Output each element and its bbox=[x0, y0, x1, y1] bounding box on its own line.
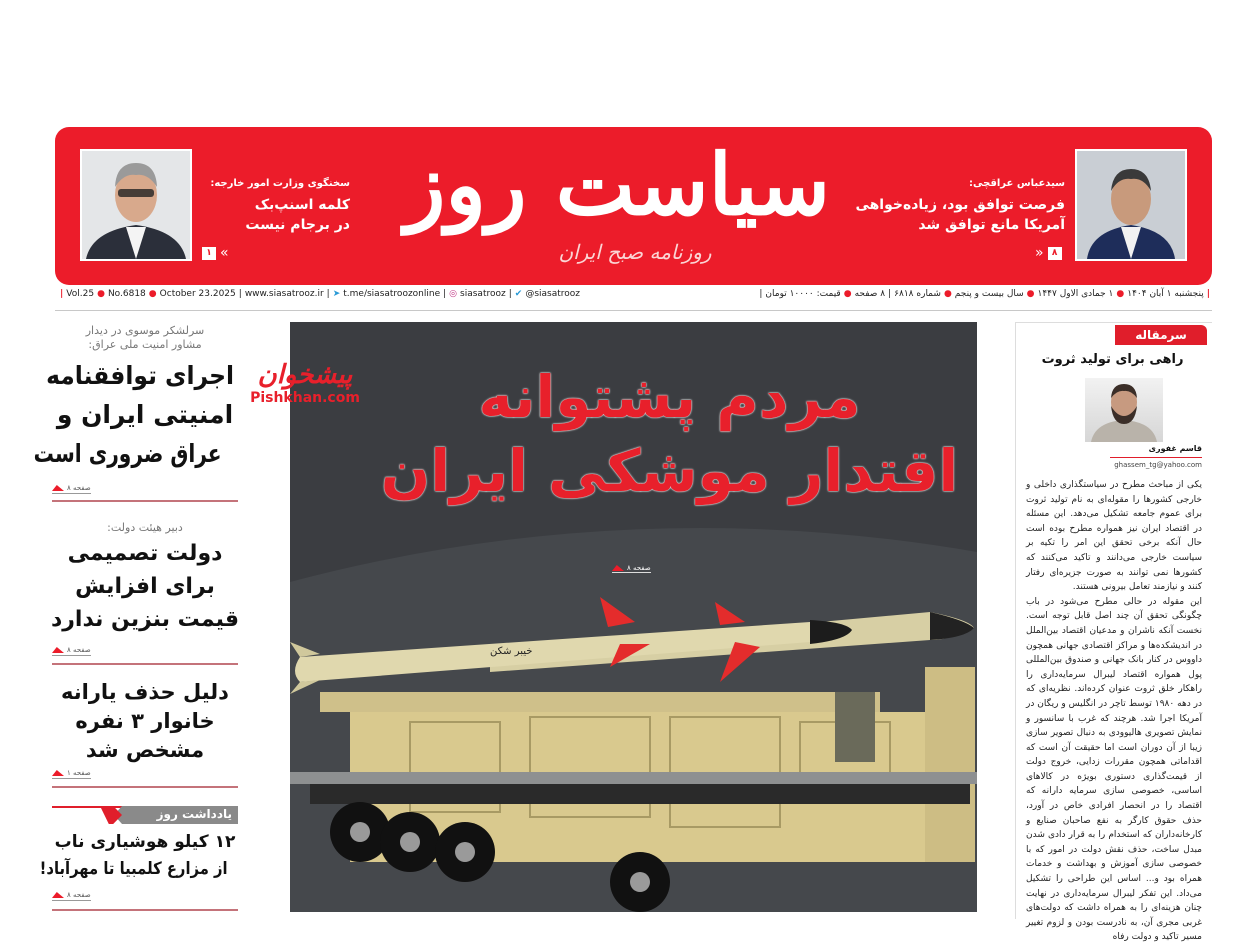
date-hijri: ۱ جمادی الاول ۱۴۴۷ bbox=[1037, 289, 1114, 299]
separator: | bbox=[326, 289, 330, 299]
section-label: یادداشت روز bbox=[156, 807, 232, 821]
page-ref[interactable] bbox=[52, 891, 91, 901]
left-teaser-kicker-text: سخنگوی وزارت امور خارجه: bbox=[210, 178, 350, 189]
page-marker-icon bbox=[52, 770, 64, 776]
page-marker-icon bbox=[52, 485, 64, 491]
twitter-icon: ✔ bbox=[514, 289, 523, 299]
separator: | bbox=[238, 289, 242, 299]
story-headline bbox=[50, 537, 240, 636]
left-teaser-headline-line: در برجام نیست bbox=[245, 217, 350, 233]
left-teaser-kicker bbox=[200, 178, 350, 189]
hero-headline[interactable] bbox=[372, 360, 967, 508]
right-teaser-kicker: سیدعباس عراقچی: bbox=[969, 178, 1065, 189]
headline-line: امنیتی ایران و bbox=[56, 400, 234, 429]
left-teaser-headline-line: کلمه اسنپ‌بک bbox=[254, 197, 350, 213]
author-name: قاسم غفوری bbox=[1148, 444, 1202, 453]
divider bbox=[52, 500, 238, 502]
story-3[interactable] bbox=[50, 678, 240, 765]
bullet: ● bbox=[148, 289, 157, 299]
section-bar-yaddasht bbox=[52, 806, 238, 824]
page-count: ۸ صفحه bbox=[854, 289, 886, 299]
right-teaser-headline[interactable] bbox=[845, 195, 1065, 235]
page-ref-label: صفحه ۸ bbox=[627, 564, 651, 572]
page-number: ۱ bbox=[202, 247, 216, 260]
headline-line: دلیل حذف یارانه bbox=[61, 680, 229, 704]
page-ref[interactable] bbox=[52, 484, 91, 494]
bullet: ● bbox=[1116, 289, 1125, 299]
separator: | bbox=[60, 289, 64, 299]
spokesman-photo bbox=[80, 149, 192, 261]
separator: | bbox=[508, 289, 512, 299]
date-bar bbox=[60, 289, 1210, 305]
separator: | bbox=[1206, 289, 1210, 299]
issue-number-fa: شماره ۶۸۱۸ bbox=[894, 289, 941, 299]
story-kicker: مشاور امنیت ملی عراق: bbox=[88, 338, 202, 351]
page-ref-label: صفحه ۸ bbox=[67, 891, 91, 899]
story-headline bbox=[50, 678, 240, 765]
bullet: ● bbox=[1026, 289, 1035, 299]
volume: Vol.25 bbox=[66, 289, 95, 299]
left-teaser-headline[interactable] bbox=[200, 195, 350, 235]
english-info bbox=[60, 289, 580, 299]
website-link[interactable]: www.siasatrooz.ir bbox=[244, 289, 324, 299]
watermark-en: Pishkhan.com bbox=[250, 390, 360, 406]
bullet: ● bbox=[97, 289, 105, 299]
headline-line: اجرای توافقنامه bbox=[46, 361, 235, 390]
right-teaser-headline-line: فرصت توافق بود، زیاده‌خواهی bbox=[855, 197, 1065, 213]
telegram-link[interactable]: t.me/siasatroozonline bbox=[343, 289, 441, 299]
headline-line: از مزارع کلمبیا تا مهرآباد! bbox=[39, 859, 228, 879]
watermark-fa: پیشخوان bbox=[257, 360, 353, 390]
price: قیمت: ۱۰۰۰۰ تومان bbox=[765, 289, 841, 299]
chevrons-right-icon: » bbox=[1035, 245, 1044, 261]
editorial-title[interactable]: راهی برای تولید ثروت bbox=[1041, 352, 1184, 367]
separator: | bbox=[888, 289, 892, 299]
page-number: ۸ bbox=[1048, 247, 1062, 260]
instagram-link[interactable]: siasatrooz bbox=[460, 289, 506, 299]
araghchi-photo bbox=[1075, 149, 1187, 261]
divider bbox=[52, 909, 238, 911]
newspaper-tagline: روزنامه صبح ایران bbox=[558, 240, 712, 264]
headline-line: خانوار ۳ نفره bbox=[75, 709, 215, 733]
left-teaser-page-ref[interactable] bbox=[202, 245, 229, 261]
author-rule bbox=[1110, 457, 1202, 458]
header-rule bbox=[55, 310, 1212, 311]
story-kicker: سرلشکر موسوی در دیدار bbox=[85, 324, 205, 337]
headline-line: قیمت بنزین ندارد bbox=[50, 607, 239, 632]
story-headline bbox=[33, 356, 240, 473]
pishkhan-watermark bbox=[245, 360, 365, 406]
author-photo bbox=[1085, 378, 1163, 442]
author-email[interactable]: ghassem_tg@yahoo.com bbox=[1114, 461, 1202, 469]
editorial-body bbox=[1026, 478, 1203, 943]
chevrons-left-icon: « bbox=[220, 245, 229, 261]
story-1[interactable] bbox=[33, 324, 240, 473]
issue-number-en: No.6818 bbox=[107, 289, 146, 299]
page-ref-label: صفحه ۸ bbox=[67, 646, 91, 654]
date-en: October 23.2025 bbox=[159, 289, 236, 299]
page-marker-icon bbox=[52, 647, 64, 653]
editorial-section-tab: سرمقاله bbox=[1115, 325, 1207, 345]
bullet: ● bbox=[943, 289, 952, 299]
right-teaser-page-ref[interactable] bbox=[1035, 245, 1062, 261]
telegram-icon: ➤ bbox=[332, 289, 341, 299]
year: سال بیست و پنجم bbox=[954, 289, 1024, 299]
story-4[interactable] bbox=[39, 829, 240, 883]
story-2[interactable] bbox=[50, 521, 240, 636]
editorial-paragraph: یکی از مباحث مطرح در سیاستگذاری داخلی و خارجی کشورها را مقوله‌ای به نام تولید ثروت برای عموم جامعه تشکیل می‌دهد. این مسئله در اقتصاد ایران نیز همواره مطرح بوده است حال آنکه برخی تحقق این امر را تکیه بر سیاست خارجی می‌دانند و تاکید می‌کنند که کشورها نمی توانند به صورت جزیره‌ای رفتار کنند و نیازمند تعامل بیرونی هستند. bbox=[1026, 480, 1202, 593]
page-ref[interactable] bbox=[52, 769, 91, 779]
separator: | bbox=[443, 289, 447, 299]
page-ref-label: صفحه ۸ bbox=[67, 484, 91, 492]
story-kicker: دبیر هیئت دولت: bbox=[107, 521, 183, 534]
bullet: ● bbox=[843, 289, 852, 299]
headline-line: ۱۲ کیلو هوشیاری ناب bbox=[54, 832, 236, 852]
page-ref[interactable] bbox=[52, 646, 91, 656]
headline-line: برای افزایش bbox=[75, 574, 215, 599]
instagram-icon: ◎ bbox=[449, 289, 458, 299]
hero-headline-line: اقتدار موشکی ایران bbox=[380, 437, 959, 505]
headline-line: مشخص شد bbox=[85, 738, 205, 762]
hero-headline-line: مردم پشتوانه bbox=[478, 363, 861, 431]
section-accent-arrow bbox=[100, 806, 122, 824]
separator: | bbox=[759, 289, 763, 299]
page-marker-icon bbox=[612, 565, 624, 571]
twitter-link[interactable]: @siasatrooz bbox=[525, 289, 580, 299]
date-fa: پنجشنبه ۱ آبان ۱۴۰۴ bbox=[1127, 289, 1204, 299]
person-photo-icon bbox=[82, 151, 190, 259]
hero-page-ref[interactable] bbox=[612, 564, 651, 573]
persian-info bbox=[759, 289, 1210, 299]
headline-line: دولت تصمیمی bbox=[67, 541, 223, 566]
page-ref-label: صفحه ۱ bbox=[67, 769, 91, 777]
page-marker-icon bbox=[52, 892, 64, 898]
editorial-paragraph: این مقوله در حالی مطرح می‌شود در باب چگونگی تحقق آن چند اصل قابل توجه است. نخست آنکه ناشران و مدعیان اقتصاد بین‌الملل در اندیشکده‌ها و مراکز اقتصادی جهانی همچون داووس در کنار بانک جهانی و صندوق بین‌المللی پول همواره اقتصاد لیبرال سرمایه‌داری را راهکار خلق ثروت عنوان کرده‌اند. نظریه‌ای که در دهه ۱۹۸۰ توسط تاچر در انگلیس و ریگان در آمریکا اجرا شد. هرچند که غرب با سانسور و نمایش تصویری هالیوودی به دنبال تصویر سازی زیبا از آن دوران است اما حقیقت آن است که اقداماتی همچون مقررات زدایی، خروج دولت از قیمت‌گذاری دستوری بویژه در کالاهای اساسی، خصوصی سازی سرمایه دارانه که اقتصاد را در انحصار افرادی خاص در آورد، حذف حقوق کارگر به نفع صاحبان صنایع و کارخانه‌داران که استخدام را به قرار دادی شدن مبدل ساخت، حذف نقش دولت در امور که با خصوصی سازی آموزش و بهداشت و خدمات همراه بود و... اساس این طراحی را تشکیل می‌داد. این تفکر لیبرال سرمایه‌داری در نهایت چنان هزینه‌ای را به همراه داشت که دولت‌های غربی مجری آن، به نادرست بودن و لزوم تغییر مسیر تاکید و دولت رفاه bbox=[1026, 596, 1203, 943]
story-headline bbox=[39, 829, 240, 883]
newspaper-logo: سیاست روز bbox=[404, 135, 830, 234]
person-photo-icon bbox=[1077, 151, 1185, 259]
headline-line: عراق ضروری است bbox=[33, 439, 222, 468]
author-portrait-icon bbox=[1085, 378, 1163, 442]
divider bbox=[52, 663, 238, 665]
missile-label: خیبر شکن bbox=[490, 646, 533, 657]
divider bbox=[52, 786, 238, 788]
right-teaser-headline-line: آمریکا مانع توافق شد bbox=[918, 217, 1065, 233]
date-bar-row bbox=[60, 289, 1210, 299]
